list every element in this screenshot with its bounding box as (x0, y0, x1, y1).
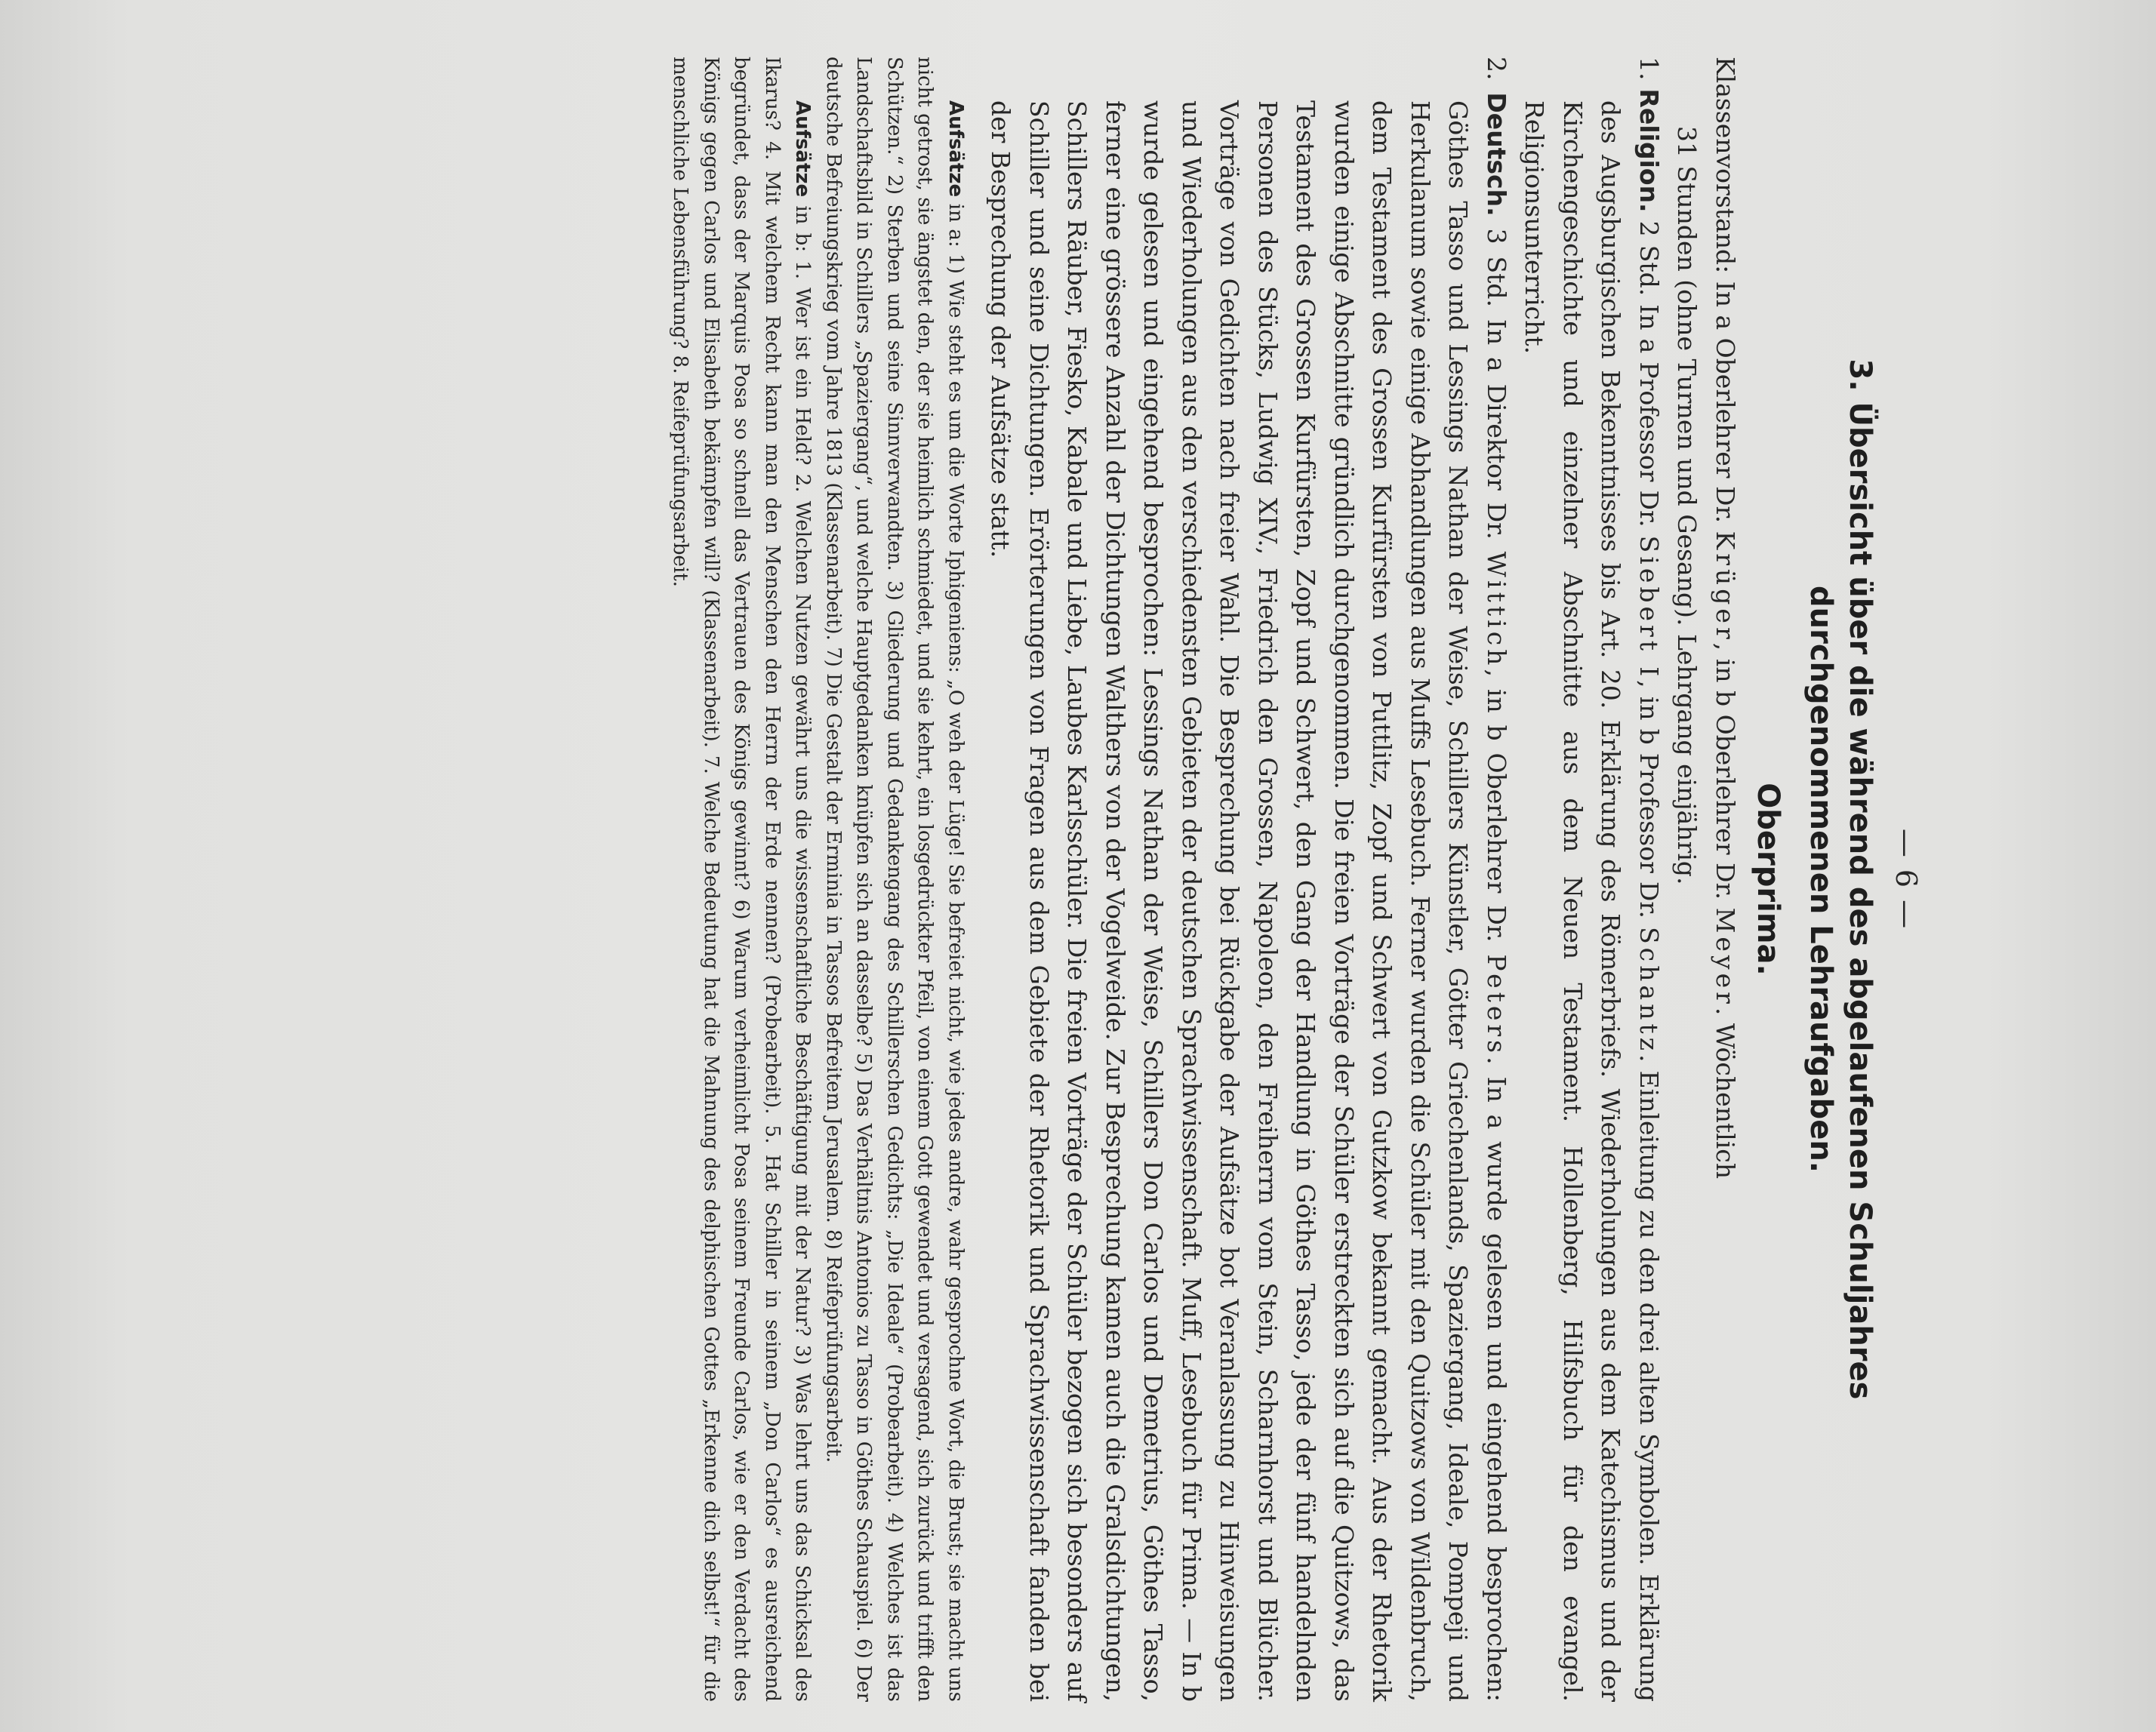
deutsch-number: 2. (1482, 57, 1511, 93)
deutsch-paragraph (981, 57, 1515, 1702)
deutsch-text-1: 3 Std. In a Direktor Dr. (1482, 216, 1511, 552)
document-heading (1801, 57, 1880, 1702)
teacher-name-meyer: Meyer (1711, 907, 1740, 1008)
aufsaetze-a-label: Aufsätze (944, 100, 967, 198)
teacher-name-kruger: Krüger (1711, 531, 1740, 643)
teacher-name-schantz: Schantz (1634, 927, 1664, 1054)
aufsaetze-a-paragraph (818, 57, 972, 1702)
religion-label: Religion. (1634, 88, 1664, 213)
religion-text-2: , in b Professor Dr. (1634, 680, 1664, 928)
religion-text-1: 2 Std. In a Professor Dr. (1634, 212, 1664, 536)
deutsch-text-2: , in b Oberlehrer Dr. (1482, 669, 1511, 955)
rotated-page-content (196, 57, 1933, 1702)
aufsaetze-b-text: in b: 1. Wer ist ein Held? 2. Welchen Nutzen gewährt uns die wissenschaftliche Beschäftigung mit der Natur? 3) Was lehrt uns das Schicksal des Ikarus? 4. Mit welchem Recht kann man den Menschen den Herrn der Erde nennen? (Probearbeit). 5. Hat Schiller in seinem „Don Carlos“ es ausreichend begründet, dass der Marquis Posa so schnell das Vertrauen des Königs gewinnt? 6) Warum verheimlicht Posa seinem Freunde Carlos, wie er den Verdacht des Königs gegen Carlos und Elisabeth bekämpfen will? (Klassenarbeit). 7. Welche Bedeutung hat die Mahnung des delphischen Gottes „Erkenne dich selbst!“ für die menschliche Lebensführung? 8. Reifeprüfungsarbeit. (669, 57, 815, 1702)
heading-line-1: 3. Übersicht über die während des abgelaufenen Schuljahres (1843, 358, 1877, 1400)
deutsch-label: Deutsch. (1482, 92, 1511, 217)
religion-number: 1. (1634, 57, 1664, 89)
section-title: Oberprima. (1751, 783, 1785, 976)
teacher-name-wittich: Wittich (1482, 551, 1511, 669)
teacher-name-peters: Peters (1482, 954, 1511, 1057)
aufsaetze-b-label: Aufsätze (791, 100, 815, 198)
aufsaetze-b-paragraph (665, 57, 818, 1702)
klassenvorstand-hours: 31 Stunden (ohne Turnen und Gesang). Lehrgang einjährig. (1672, 126, 1702, 885)
heading-line-2: durchgenommenen Lehraufgaben. (1803, 586, 1838, 1173)
klassenvorstand-text-c: . Wöchentlich (1711, 1007, 1740, 1180)
religion-text-3: . Einleitung zu den drei alten Symbolen. Erklärung des Augsburgischen Bekenntnisses bis Art. 20. Erklärung des Römerbriefs. Wiederholungen aus dem Katechismus und der Kirchengeschichte und einzelner Abschnitte aus dem Neuen Testament. Hollenberg, Hilfsbuch für den evangel. Religionsunterricht. (1520, 100, 1664, 1702)
klassenvorstand-text-b: , in b Oberlehrer Dr. (1711, 642, 1740, 908)
deutsch-text-3: . In a wurde gelesen und eingehend besprochen: Göthes Tasso und Lessings Nathan der Weise, Schillers Künstler, Götter Griechenlands, Spaziergang, Ideale, Pompeji und Herkulanum sowie einige Abhandlungen aus Muffs Lesebuch. Ferner wurden die Schüler mit den Quitzows von Wildenbruch, dem Testament des Grossen Kurfürsten von Puttlitz, Zopf und Schwert von Gutzkow bekannt gemacht. Aus der Rhetorik wurden einige Abschnitte gründlich durchgenommen. Die freien Vorträge der Schüler erstreckten sich auf die Quitzows, das Testament des Grossen Kurfürsten, Zopf und Schwert, den Gang der Handlung in Göthes Tasso, jede der fünf handelnden Personen des Stücks, Ludwig XIV., Friedrich den Grossen, Napoleon, den Freiherrn vom Stein, Scharnhorst und Blücher. Vorträge von Gedichten nach freier Wahl. Die Besprechung bei Rückgabe der Aufsätze bot Veranlassung zu Hinweisungen und Wiederholungen aus den verschiedensten Gebieten der deutschen Sprachwissenschaft. Muff, Lesebuch für Prima. — In b wurde gelesen und eingehend besprochen: Lessings Nathan der Weise, Schillers Don Carlos und Demetrius, Göthes Tasso, ferner eine grössere Anzahl der Dichtungen Walthers von der Vogelweide. Zur Besprechung kamen auch die Gralsdichtungen, Schillers Räuber, Fiesko, Kabale und Liebe, Laubes Karlsschüler. Die freien Vorträge der Schüler bezogen sich besonders auf Schiller und seine Dichtungen. Erörterungen von Fragen aus dem Gebiete der Rhetorik und Sprachwissenschaft fanden bei der Besprechung der Aufsätze statt. (986, 100, 1511, 1702)
klassenvorstand-text-a: Klassenvorstand: In a Oberlehrer Dr. (1711, 57, 1740, 531)
teacher-name-siebert: Siebert I (1634, 535, 1664, 681)
religion-paragraph (1515, 57, 1668, 1702)
aufsaetze-a-text: in a: 1) Wie steht es um die Worte Iphigeniens: „O weh der Lüge! Sie befreiet nicht, wie jedes andre, wahr gesprochne Wort, die Brust; sie macht uns nicht getrost, sie ängstet den, der sie heimlich schmiedet, und sie kehrt, ein losgedrückter Pfeil, von einem Gott gewendet und versagend, sich zurück und trifft den Schützen.“ 2) Sterben und seine Sinnverwandten. 3) Gliederung und Gedankengang des Schillerschen Gedichts: „Die Ideale“ (Probearbeit). 4) Welches ist das Landschaftsbild in Schillers „Spaziergang“, und welche Hauptgedanken knüpfen sich an dasselbe? 5) Das Verhältnis Antonios zu Tasso in Göthes Schauspiel. 6) Der deutsche Befreiungskrieg vom Jahre 1813 (Klassenarbeit). 7) Die Gestalt der Erminia in Tassos Befreitem Jerusalem. 8) Reifeprüfungsarbeit. (822, 57, 967, 1702)
page-number: — 6 — (1890, 828, 1923, 931)
klassenvorstand-paragraph (1706, 57, 1745, 1702)
